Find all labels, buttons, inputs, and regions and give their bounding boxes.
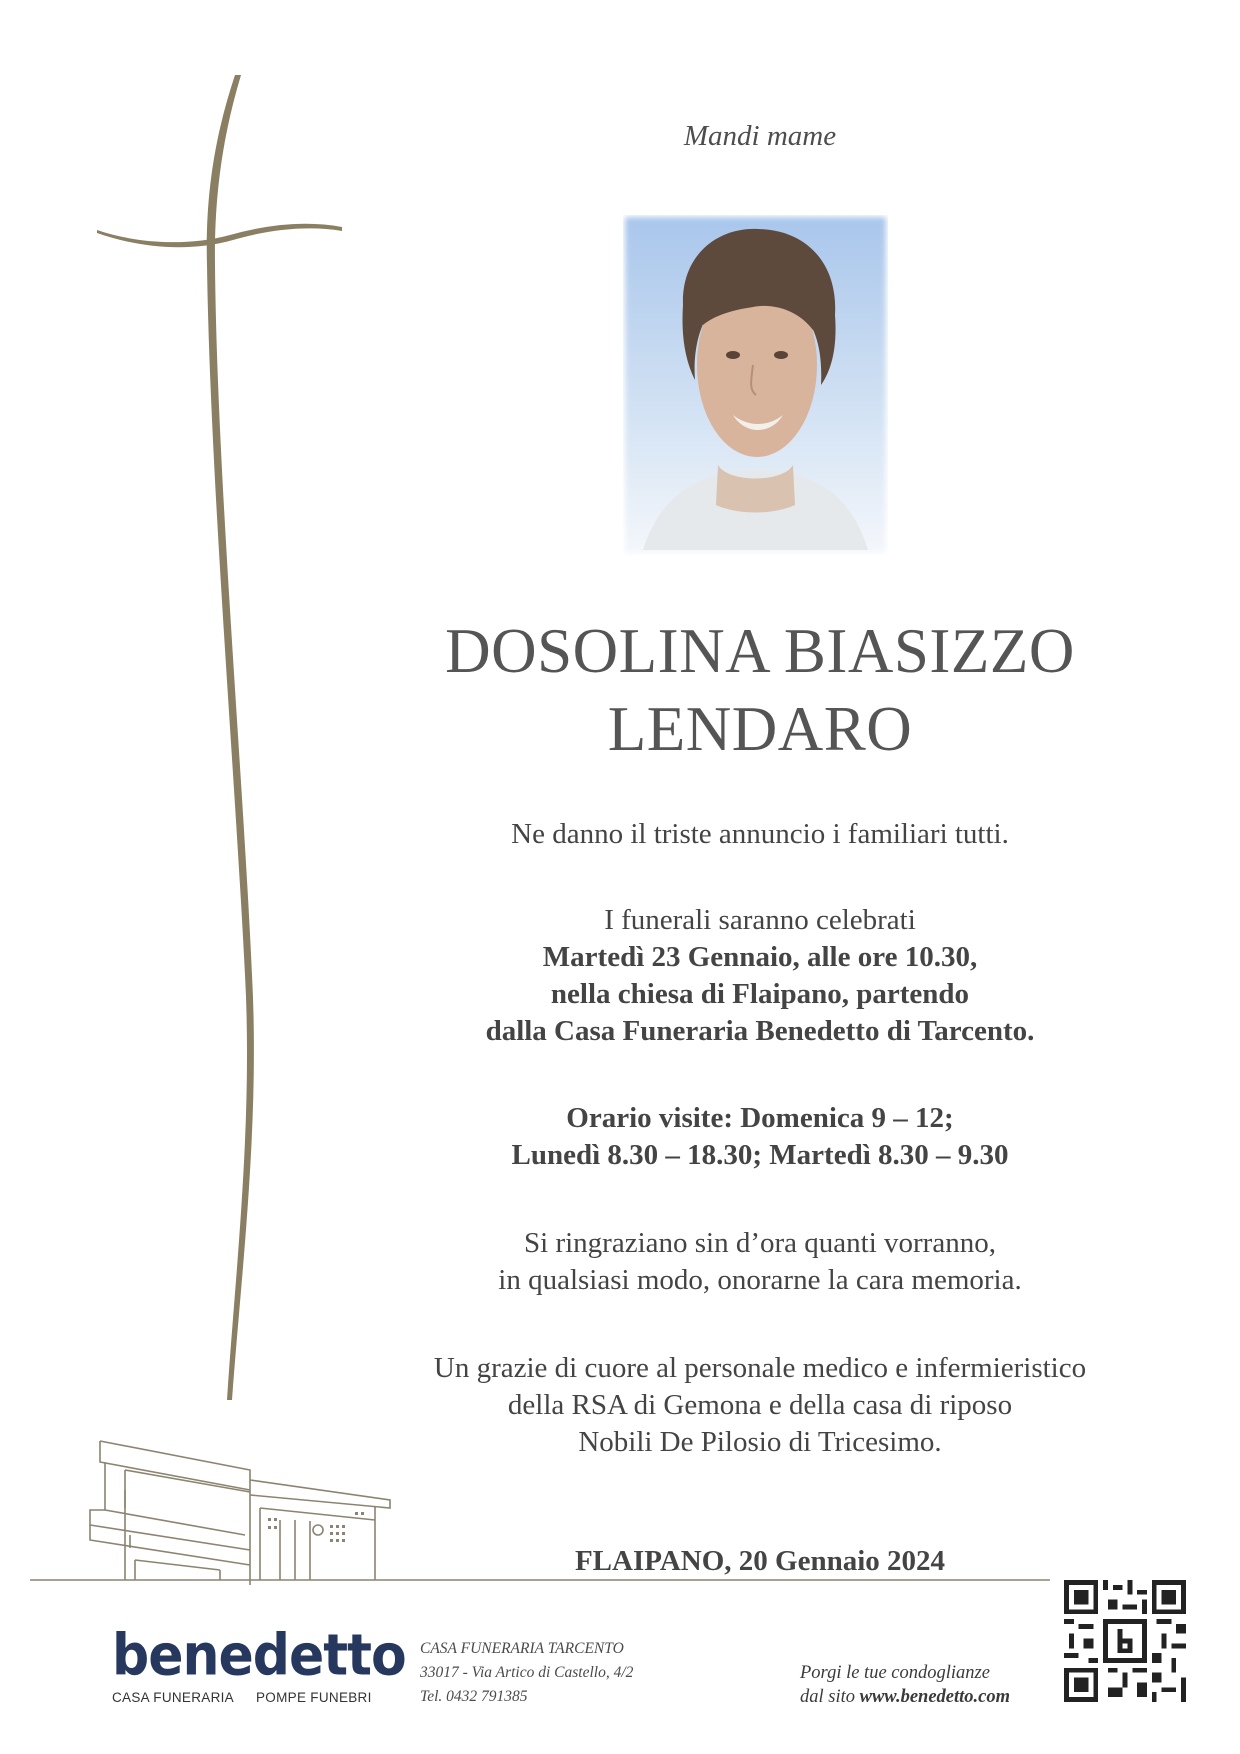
visiting-hours-line1: Orario visite: Domenica 9 – 12; [566,1102,954,1134]
address-phone: Tel. 0432 791385 [420,1688,528,1705]
place-date: FLAIPANO, 20 Gennaio 2024 [574,1545,946,1577]
condolences-line1: Porgi le tue condoglianze [800,1663,990,1683]
condolences-website-link[interactable]: www.benedetto.com [859,1687,1011,1707]
deceased-name-line1: DOSOLINA BIASIZZO [445,616,1075,686]
portrait-photo [623,215,888,555]
funeral-info [340,902,1180,1050]
cross-icon [95,75,355,1415]
gratitude-line1: Un grazie di cuore al personale medico e infermieristico [433,1352,1087,1384]
benedetto-logo[interactable] [112,1622,406,1705]
funeral-church: nella chiesa di Flaipano, partendo [550,978,970,1010]
visiting-hours-line2: Lunedì 8.30 – 18.30; Martedì 8.30 – 9.30 [511,1139,1009,1171]
address-street: 33017 - Via Artico di Castello, 4/2 [420,1664,634,1681]
logo-wordmark: benedetto [112,1622,406,1689]
gratitude-line3: Nobili De Pilosio di Tricesimo. [578,1426,942,1458]
address-name: CASA FUNERARIA TARCENTO [420,1640,624,1657]
announcement-text: Ne danno il triste annuncio i familiari tutti. [511,818,1009,850]
deceased-name [340,612,1180,768]
thanks-line1: Si ringraziano sin d’ora quanti vorranno, [524,1227,996,1259]
funeral-home-address [420,1637,633,1709]
thanks-text [340,1225,1180,1299]
thanks-line2: in qualsiasi modo, onorarne la cara memoria. [498,1264,1022,1296]
logo-subtitle [112,1690,372,1705]
logo-subtitle-casa: CASA FUNERARIA [112,1690,234,1705]
condolences-prefix: dal sito [800,1687,860,1707]
funeral-departure: dalla Casa Funeraria Benedetto di Tarcento. [485,1015,1035,1047]
dedication-text: Mandi mame [683,120,837,152]
gratitude-line2: della RSA di Gemona e della casa di riposo [507,1389,1013,1421]
funeral-intro: I funerali saranno celebrati [604,904,916,936]
condolences-note [800,1661,1010,1709]
funeral-date: Martedì 23 Gennaio, alle ore 10.30, [542,941,978,973]
deceased-name-line2: LENDARO [607,694,913,764]
building-illustration [30,1440,1050,1605]
logo-subtitle-pompe: POMPE FUNEBRI [255,1690,372,1705]
qr-code-icon[interactable] [1064,1580,1186,1702]
visiting-hours [340,1100,1180,1174]
